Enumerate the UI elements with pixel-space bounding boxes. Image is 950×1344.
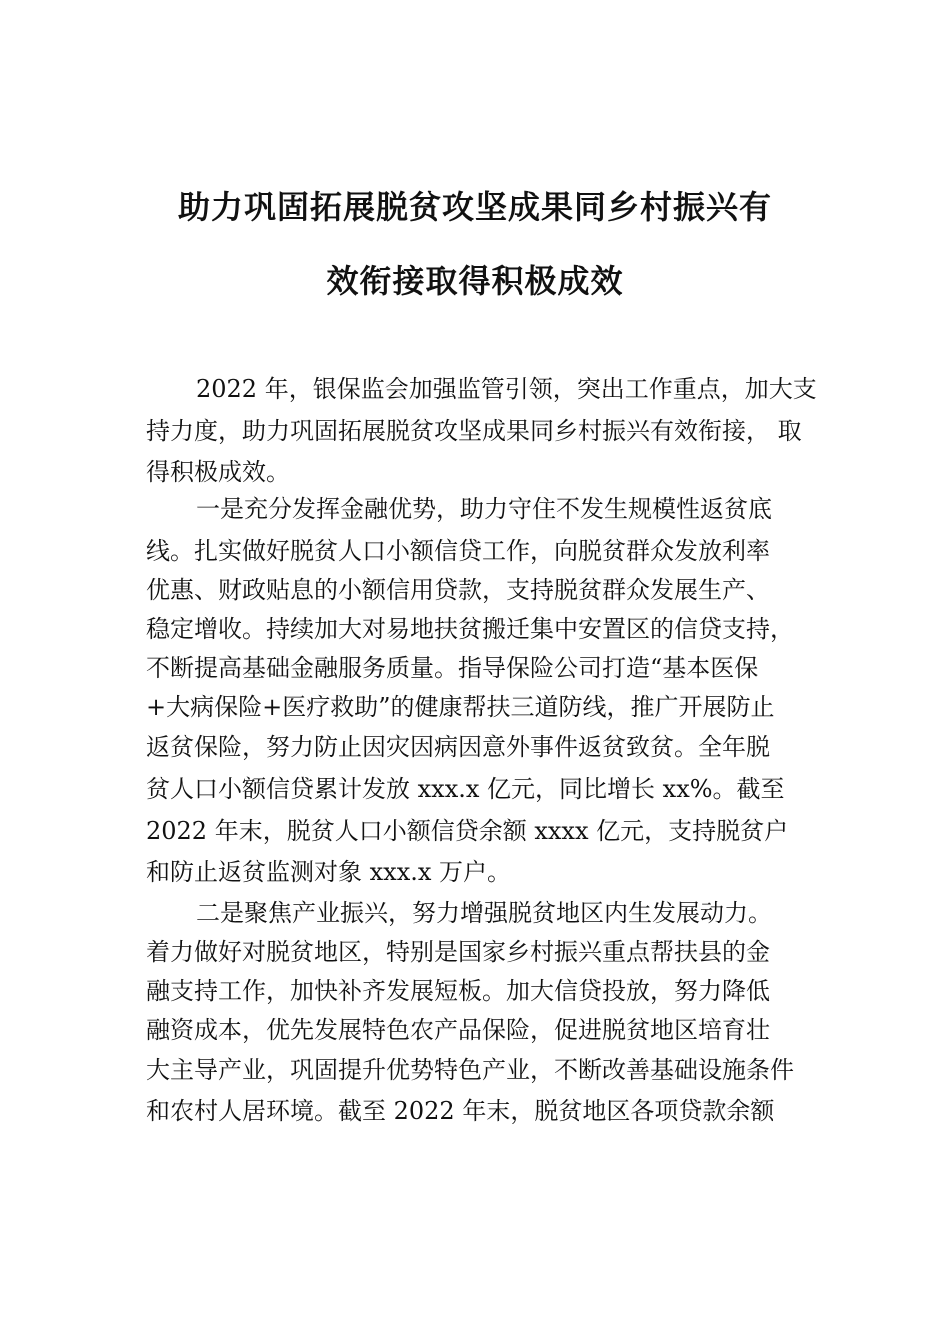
paragraph-2-line-7: 返贫保险，努力防止因灾因病因意外事件返贫致贫。全年脱 <box>146 733 770 761</box>
paragraph-2-line-4: 稳定增收。持续加大对易地扶贫搬迁集中安置区的信贷支持， <box>146 615 794 643</box>
paragraph-1-line-1: 2022 年，银保监会加强监管引领，突出工作重点，加大支 <box>196 375 817 403</box>
paragraph-3-line-4: 融资成本，优先发展特色农产品保险，促进脱贫地区培育壮 <box>146 1016 770 1044</box>
paragraph-2-line-2: 线。扎实做好脱贫人口小额信贷工作，向脱贫群众发放利率 <box>146 537 770 565</box>
paragraph-1-line-3: 得积极成效。 <box>146 458 290 486</box>
paragraph-3-line-5: 大主导产业，巩固提升优势特色产业，不断改善基础设施条件 <box>146 1056 794 1084</box>
paragraph-2-line-9: 2022 年末，脱贫人口小额信贷余额 xxxx 亿元，支持脱贫户 <box>146 817 789 845</box>
paragraph-2-line-1: 一是充分发挥金融优势，助力守住不发生规模性返贫底 <box>196 495 772 523</box>
paragraph-3-line-3: 融支持工作，加快补齐发展短板。加大信贷投放，努力降低 <box>146 977 770 1005</box>
paragraph-3-line-2: 着力做好对脱贫地区，特别是国家乡村振兴重点帮扶县的金 <box>146 938 770 966</box>
paragraph-2-line-3: 优惠、财政贴息的小额信用贷款，支持脱贫群众发展生产、 <box>146 576 770 604</box>
paragraph-2-line-8: 贫人口小额信贷累计发放 xxx.x 亿元，同比增长 xx%。截至 <box>146 775 785 803</box>
paragraph-2-line-5: 不断提高基础金融服务质量。指导保险公司打造“基本医保 <box>146 654 759 682</box>
paragraph-3-line-6: 和农村人居环境。截至 2022 年末，脱贫地区各项贷款余额 <box>146 1097 775 1125</box>
paragraph-2-line-6: +大病保险+医疗救助”的健康帮扶三道防线，推广开展防止 <box>146 693 775 721</box>
paragraph-1-line-2: 持力度，助力巩固拓展脱贫攻坚成果同乡村振兴有效衔接， 取 <box>146 417 802 445</box>
paragraph-3-line-1: 二是聚焦产业振兴，努力增强脱贫地区内生发展动力。 <box>196 899 772 927</box>
paragraph-2-line-10: 和防止返贫监测对象 xxx.x 万户。 <box>146 858 512 886</box>
document-title-line-2: 效衔接取得积极成效 <box>326 262 624 300</box>
document-title-line-1: 助力巩固拓展脱贫攻坚成果同乡村振兴有 <box>177 188 772 226</box>
